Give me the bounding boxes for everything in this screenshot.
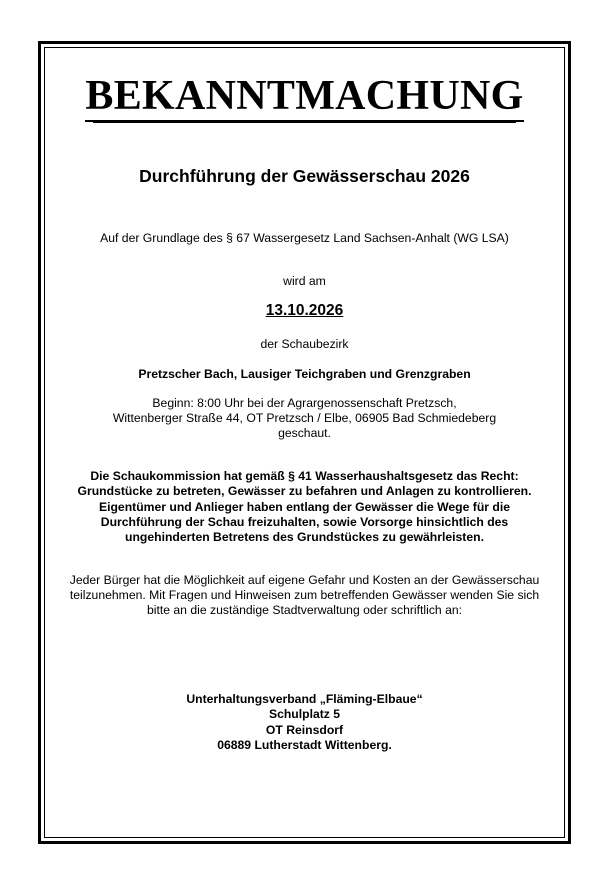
notice-subtitle: Durchführung der Gewässerschau 2026 — [139, 166, 470, 186]
start-info — [45, 396, 564, 441]
waters-list: Pretzscher Bach, Lausiger Teichgraben und Grenzgraben — [138, 367, 471, 381]
citizen-participation — [45, 573, 564, 618]
page-inner-border — [44, 47, 565, 838]
rights-line: Eigentümer und Anlieger haben entlang der Gewässer die Wege für die — [98, 499, 511, 514]
inspection-date: 13.10.2026 — [265, 302, 344, 319]
citizen-line: teilzunehmen. Mit Fragen und Hinweisen zum betreffenden Gewässer wenden Sie sich — [69, 588, 540, 602]
district-label: der Schaubezirk — [260, 337, 349, 351]
commission-rights — [45, 469, 564, 545]
address-line: Unterhaltungsverband „Fläming-Elbaue“ — [186, 692, 423, 706]
intro-text: wird am — [283, 274, 326, 288]
legal-basis: Auf der Grundlage des § 67 Wassergesetz Land Sachsen-Anhalt (WG LSA) — [100, 231, 509, 245]
contact-address — [45, 692, 564, 753]
start-line: Beginn: 8:00 Uhr bei der Agrargenossenschaft Pretzsch, — [152, 396, 457, 410]
rights-line: Durchführung der Schau freizuhalten, sowie Vorsorge hinsichtlich des — [100, 514, 509, 529]
address-line: OT Reinsdorf — [265, 722, 344, 737]
rights-line: ungehinderten Betretens des Grundstückes zu gewährleisten. — [125, 530, 484, 545]
start-line: geschaut. — [278, 426, 331, 440]
citizen-line: bitte an die zuständige Stadtverwaltung oder schriftlich an: — [146, 603, 463, 617]
title-underline — [93, 121, 516, 123]
rights-line: Die Schaukommission hat gemäß § 41 Wasserhaushaltsgesetz das Recht: — [90, 469, 519, 483]
citizen-line: Jeder Bürger hat die Möglichkeit auf eigene Gefahr und Kosten an der Gewässerschau — [69, 573, 540, 587]
address-line: 06889 Lutherstadt Wittenberg. — [217, 737, 392, 752]
address-line: Schulplatz 5 — [268, 707, 341, 722]
page-border — [38, 41, 571, 844]
start-line: Wittenberger Straße 44, OT Pretzsch / Elbe, 06905 Bad Schmiedeberg — [112, 411, 497, 425]
rights-line: Grundstücke zu betreten, Gewässer zu befahren und Anlagen zu kontrollieren. — [77, 484, 532, 499]
notice-title: BEKANNTMACHUNG — [45, 72, 564, 122]
